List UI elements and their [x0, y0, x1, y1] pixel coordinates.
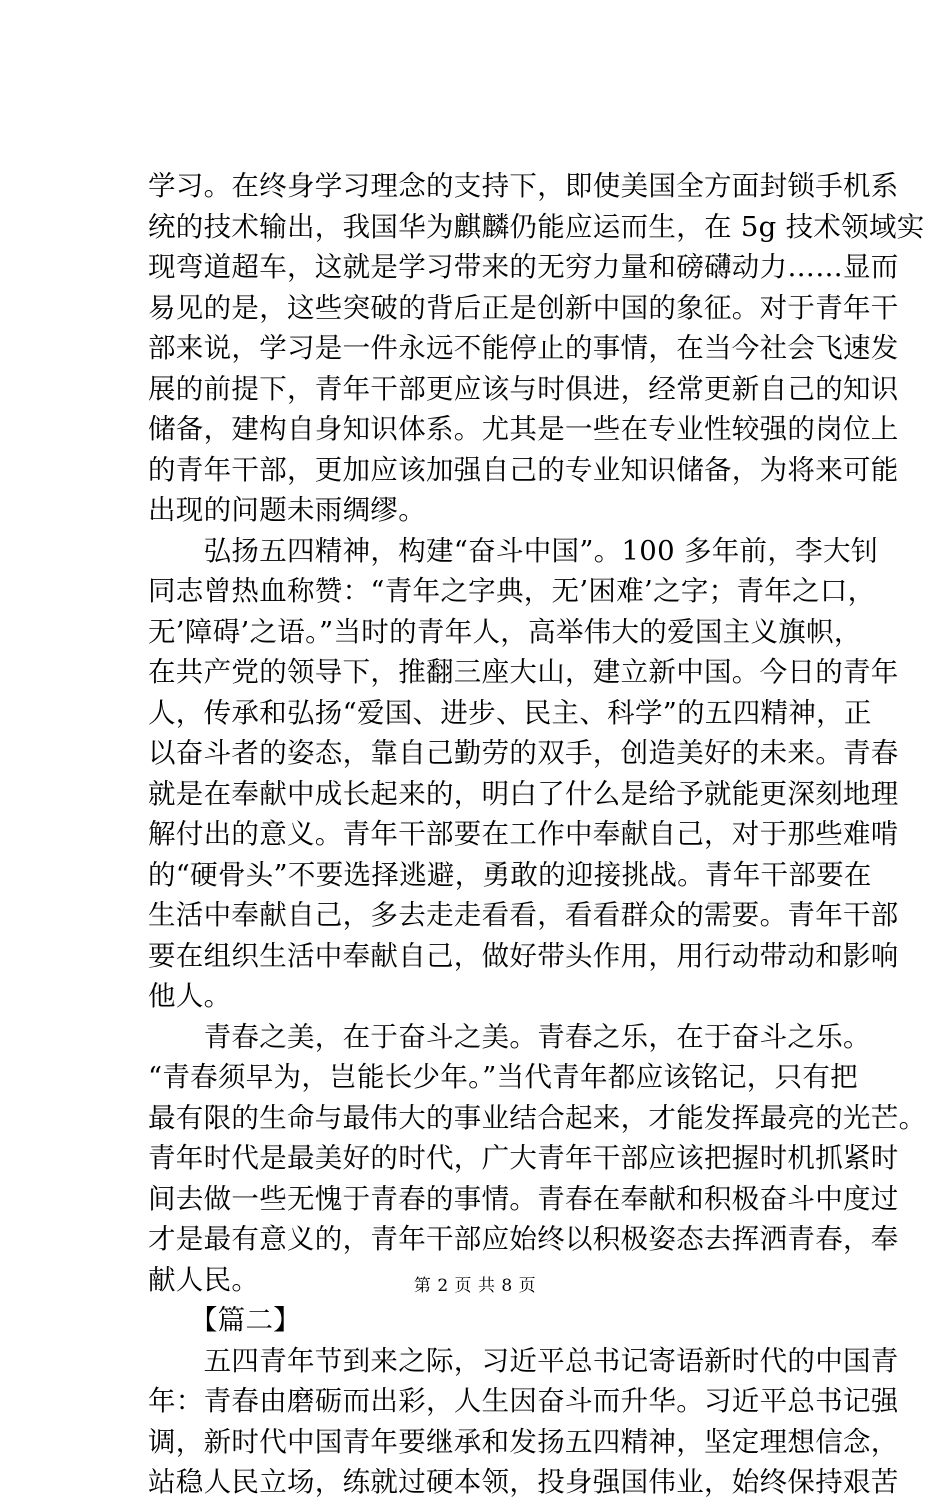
body-text — [148, 166, 927, 1503]
text-line: 学习。在终身学习理念的支持下，即使美国全方面封锁手机系 — [148, 170, 899, 202]
text-line: 最有限的生命与最伟大的事业结合起来，才能发挥最亮的光芒。 — [148, 1101, 927, 1134]
text-line: 的青年干部，更加应该加强自己的专业知识储备，为将来可能 — [148, 453, 899, 486]
text-line: 解付出的意义。青年干部要在工作中奉献自己，对于那些难啃 — [148, 818, 899, 850]
text-line: 青春之美，在于奋斗之美。青春之乐，在于奋斗之乐。 — [148, 1020, 871, 1053]
text-line: 间去做一些无愧于青春的事情。青春在奉献和积极奋斗中度过 — [148, 1182, 899, 1215]
section-heading: 【篇二】 — [148, 1304, 302, 1336]
text-line: 才是最有意义的，青年干部应始终以积极姿态去挥洒青春，奉 — [148, 1223, 899, 1255]
text-line: 现弯道超车，这就是学习带来的无穷力量和磅礴动力……显而 — [148, 251, 899, 283]
text-line: 献人民。 — [148, 1263, 260, 1296]
text-line: 统的技术输出，我国华为麒麟仍能应运而生，在 5g 技术领域实 — [148, 210, 925, 243]
text-line: 无’障碍’之语。”当时的青年人，高举伟大的爱国主义旗帜， — [148, 615, 862, 648]
text-line: 同志曾热血称赞：“青年之字典，无’困难’之字；青年之口， — [148, 575, 876, 607]
text-line: 青年时代是最美好的时代，广大青年干部应该把握时机抓紧时 — [148, 1142, 899, 1174]
text-line: 五四青年节到来之际，习近平总书记寄语新时代的中国青 — [148, 1344, 899, 1377]
page-number-footer: 第 2 页 共 8 页 — [413, 1276, 537, 1296]
text-line: 展的前提下，青年干部更应该与时俱进，经常更新自己的知识 — [148, 372, 899, 405]
text-line: 部来说，学习是一件永远不能停止的事情，在当今社会飞速发 — [148, 332, 899, 364]
text-line: 储备，建构自身知识体系。尤其是一些在专业性较强的岗位上 — [148, 413, 899, 445]
text-line: 要在组织生活中奉献自己，做好带头作用，用行动带动和影响 — [148, 939, 899, 972]
text-line: 的“硬骨头”不要选择逃避，勇敢的迎接挑战。青年干部要在 — [148, 858, 872, 891]
text-line: 在共产党的领导下，推翻三座大山，建立新中国。今日的青年 — [148, 656, 899, 688]
text-line: 生活中奉献自己，多去走走看看，看看群众的需要。青年干部 — [148, 899, 899, 931]
text-line: “青春须早为，岂能长少年。”当代青年都应该铭记，只有把 — [148, 1061, 858, 1093]
text-line: 人，传承和弘扬“爱国、进步、民主、科学”的五四精神，正 — [148, 696, 872, 729]
text-line: 站稳人民立场，练就过硬本领，投身强国伟业，始终保持艰苦 — [148, 1466, 899, 1498]
text-line: 易见的是，这些突破的背后正是创新中国的象征。对于青年干 — [148, 291, 899, 324]
text-line: 年：青春由磨砺而出彩，人生因奋斗而升华。习近平总书记强 — [148, 1385, 899, 1417]
text-line: 就是在奉献中成长起来的，明白了什么是给予就能更深刻地理 — [148, 777, 899, 810]
text-line: 调，新时代中国青年要继承和发扬五四精神，坚定理想信念， — [148, 1425, 899, 1458]
text-line: 出现的问题未雨绸缪。 — [148, 494, 426, 526]
text-line: 弘扬五四精神，构建“奋斗中国”。100 多年前，李大钊 — [148, 534, 879, 567]
text-line: 以奋斗者的姿态，靠自己勤劳的双手，创造美好的未来。青春 — [148, 737, 899, 769]
text-line: 他人。 — [148, 980, 232, 1012]
